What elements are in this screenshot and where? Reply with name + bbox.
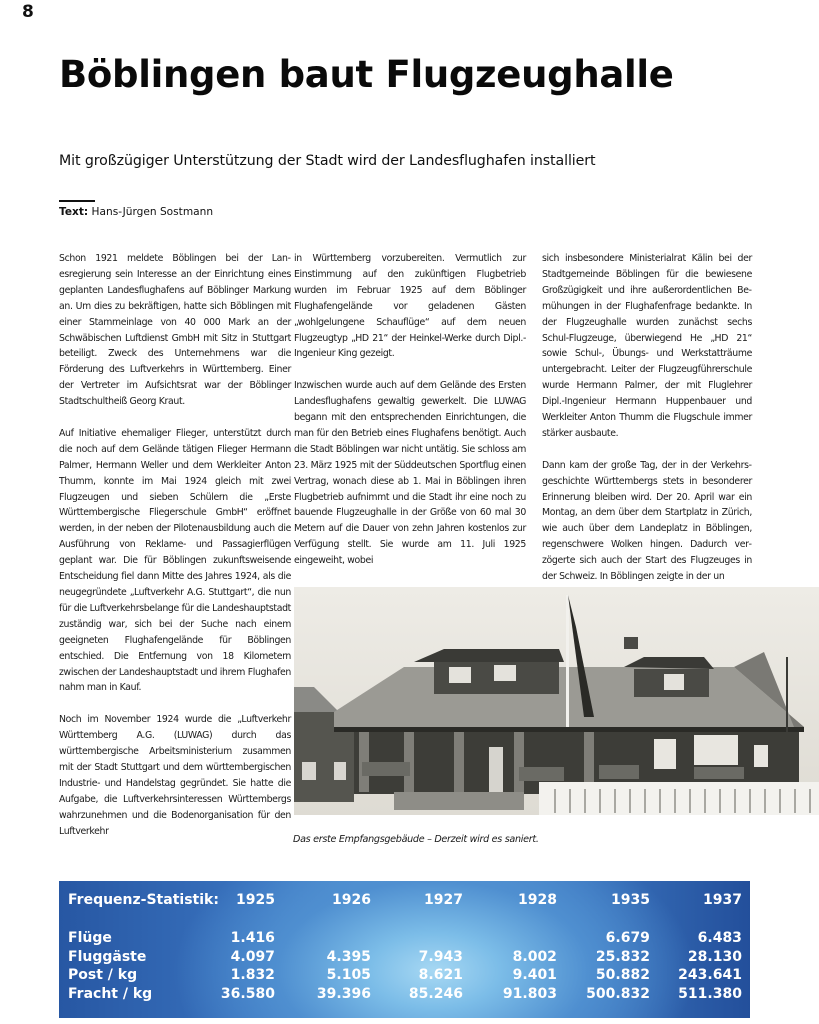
table-cell [463,929,557,948]
table-cell: 8.621 [418,967,463,984]
table-cell: 39.396 [316,986,371,1003]
paragraph: Auf Initiative ehemaliger Flieger, unterstützt durch die noch auf dem Gelände tätigen Flieger Hermann Palmer, Hermann Weller und dem Werkleiter Anton Thumm, konnte im Mai 1924 gleich mit zwei Flugzeugen und sieben Schülern die „Erste Württembergische Fliegerschule GmbH“ eröffnet werden, in der neben der Pilotenausbildung auch die Ausführung von Reklame- und Passagierflügen geplant war. Die für Böblingen zukunftsweisende Entscheidung fiel dann Mitte des Jahres 1924, als die neugegründete „Luftverkehr A.G. Stuttgart“, die nun für die Luftverkehrsbelange für die Landeshauptstadt zuständig war, sich bei der Suche nach einem geeigneten Flughafengelände für Böblingen entschied. Die Entfernung von 18 Kilometern zwischen der Landeshauptstadt und ihrem Flughafen nahm man in Kauf. [59,427,291,694]
table-cell: 1.832 [230,967,275,984]
stats-title: Frequenz-Statistik: [68,892,219,908]
year-header: 1927 [423,892,463,908]
row-label: Flüge [68,929,112,946]
year-header: 1925 [235,892,275,908]
year-header: 1937 [702,892,742,908]
year-header: 1928 [517,892,557,908]
table-cell: 4.395 [326,948,371,965]
author-label: Text: [59,206,89,218]
frequency-statistics-table [68,891,742,1004]
paragraph: sich insbesondere Ministerialrat Kälin bei der Stadtgemeinde Böblingen für die bewiesene Großzügigkeit und ihre außerordentlichen Bemühungen in der Flughafenfrage bedankte. In der Flugzeughalle wurden zunächst sechs Schul-Flugzeuge, überwiegend He „HD 21“ sowie Schul-, Übungs- und Werkstatträume untergebracht. Leiter der Flugzeugführerschule wurde Hermann Palmer, der mit Fluglehrer Dipl.-Ingenieur Hermann Huppenbauer und Werkleiter Anton Thumm die Flugschule immer stärker ausbaute. [542,253,752,439]
table-cell: 243.641 [678,967,742,984]
article-title: Böblingen baut Flugzeughalle [59,53,674,96]
year-header: 1935 [610,892,650,908]
table-header-row [68,891,742,929]
table-cell: 7.943 [418,948,463,965]
text-column-2 [294,251,526,585]
text-column-1 [59,251,291,855]
table-cell: 50.882 [595,967,650,984]
table-cell [275,929,371,948]
building-illustration [294,587,819,815]
row-label: Fracht / kg [68,986,153,1003]
table-row [68,948,742,967]
table-cell: 28.130 [687,948,742,965]
table-cell: 36.580 [220,986,275,1003]
table-row [68,929,742,948]
table-cell: 6.679 [605,929,650,946]
table-row [68,966,742,985]
table-cell: 1.416 [230,929,275,946]
row-label: Fluggäste [68,948,147,965]
table-cell [371,929,463,948]
reception-building-photo [294,587,819,815]
paragraph: Inzwischen wurde auch auf dem Gelände des Ersten Landesflughafens gewaltig gewerkelt. Die LUWAG begann mit den entsprechenden Einrichtungen, die man für den Betrieb eines Flughafens benötigt. Auch die Stadt Böblingen war nicht untätig. Sie schloss am 23. März 1925 mit der Süddeutschen Sportflug einen Vertrag, wonach diese ab 1. Mai in Böblingen ihren Flugbetrieb aufnimmt und die Stadt ihr eine noch zu bauende Flugzeughalle in der Größe von 60 mal 30 Metern auf die Dauer von zehn Jahren kostenlos zur Verfügung stellt. Sie wurde am 11. Juli 1925 eingeweiht, wobei [294,380,526,567]
photo-caption: Das erste Empfangsgebäude – Derzeit wird es saniert. [293,834,539,845]
table-cell: 85.246 [408,986,463,1003]
frequency-statistics-box [59,881,750,1018]
paragraph: in Württemberg vorzubereiten. Vermutlich zur Einstimmung auf den zukünftigen Flugbetrieb wurden im Februar 1925 auf dem Böblinger Flughafengelände vor geladenen Gästen „wohlgelungene Schauflüge“ auf dem neuen Flugzeugtyp „HD 21“ der Heinkel-Werke durch Dipl.-Ingenieur King gezeigt. [294,253,526,360]
author-divider [59,200,95,202]
article-subtitle: Mit großzügiger Unterstützung der Stadt wird der Landesflughafen installiert [59,153,596,169]
table-cell: 9.401 [512,967,557,984]
table-cell: 4.097 [230,948,275,965]
paragraph: Noch im November 1924 wurde die „Luftverkehr Württemberg A.G. (LUWAG) durch das württembergische Arbeitsministerium zusammen mit der Stadt Stuttgart und dem württembergischen Industrie- und Handelstag gegründet. Sie hatte die Aufgabe, die Luftverkehrsinteressen Württembergs wahrzunehmen und die Bodenorganisation für den Luftverkehr [59,714,291,837]
table-cell: 6.483 [697,929,742,946]
page-number: 8 [22,2,34,22]
table-cell: 5.105 [326,967,371,984]
table-row [68,985,742,1004]
row-label: Post / kg [68,967,138,984]
author-byline [59,206,213,218]
paragraph: Schon 1921 meldete Böblingen bei der Lanesregierung sein Interesse an der Einrichtung eines geplanten Landesflughafens auf Böblinger Markung an. Um dies zu bekräftigen, hatte sich Böblingen mit einer Stammeinlage von 40 000 Mark an der Schwäbischen Luftdienst GmbH mit Sitz in Stuttgart beteiligt. Zweck des Unternehmens war die Förderung des Luftverkehrs in Württemberg. Einer der Vertreter im Aufsichtsrat war der Böblinger Stadtschultheiß Georg Kraut. [59,253,291,408]
year-header: 1926 [331,892,371,908]
table-cell: 91.803 [502,986,557,1003]
text-column-3 [542,251,752,601]
table-cell: 511.380 [678,986,742,1003]
paragraph: Dann kam der große Tag, der in der Verkehrsgeschichte Württembergs stets in besonderer Erinnerung bleiben wird. Der 20. April war ein Montag, an dem über dem Startplatz in Zürich, wie auch über dem Landeplatz in Böblingen, regenschwere Wolken hingen. Dadurch verzögerte sich auch der Start des Flugzeuges in der Schweiz. In Böblingen zeigte in der un [542,459,752,583]
author-name: Hans-Jürgen Sostmann [91,206,214,218]
table-cell: 25.832 [595,948,650,965]
table-cell: 8.002 [512,948,557,965]
table-cell: 500.832 [586,986,650,1003]
